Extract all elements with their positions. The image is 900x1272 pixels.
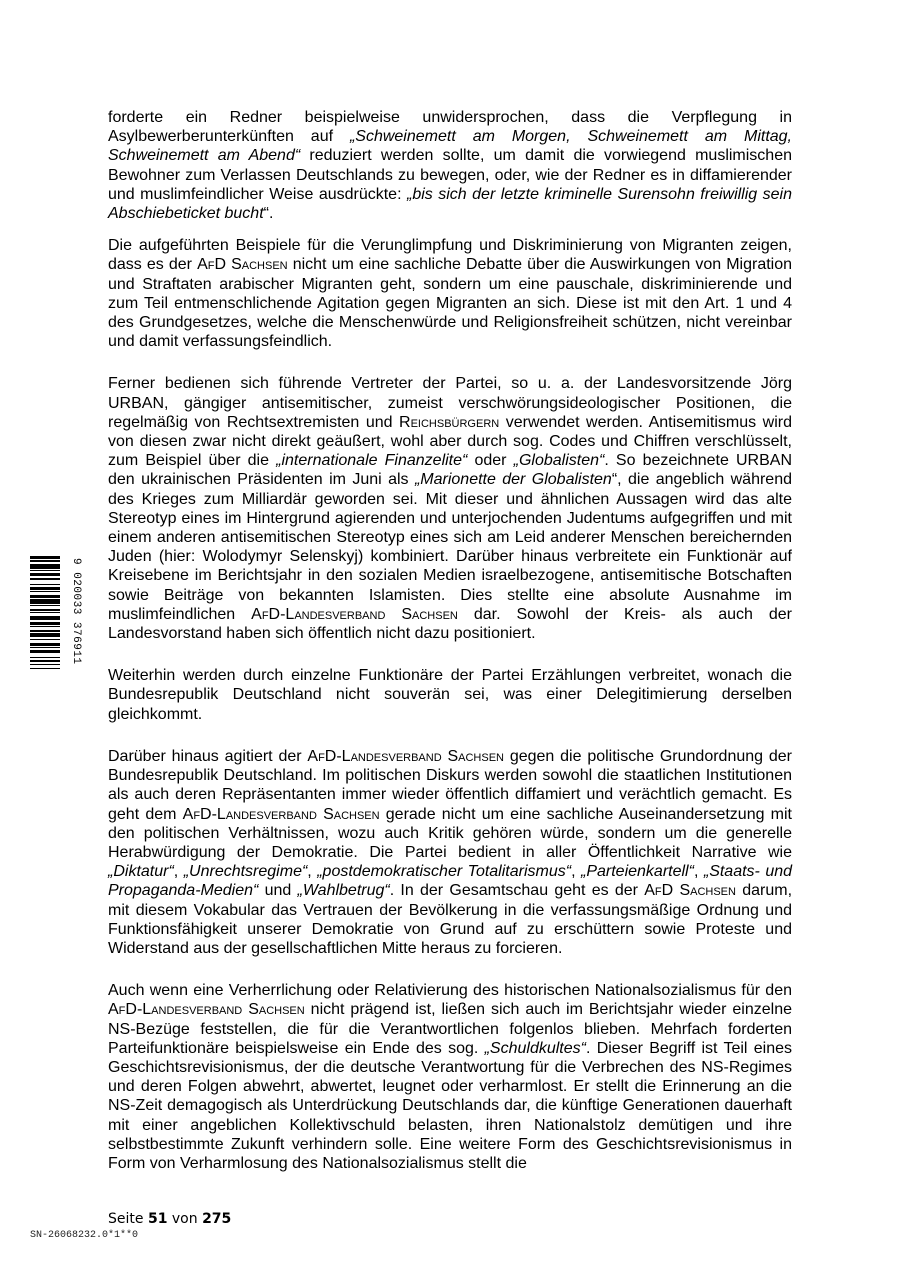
barcode-bar <box>30 587 60 590</box>
barcode-bar <box>30 664 60 665</box>
document-id: SN-26068232.0*1**0 <box>30 1230 139 1241</box>
barcode-bar <box>30 633 60 637</box>
text-run: , <box>693 863 704 881</box>
emphasis-quote: „Schweinemett am Morgen, Schweinemett am Mittag, Schweinemett am Abend“ <box>108 128 792 165</box>
barcode-bar <box>30 573 60 576</box>
paragraph <box>108 108 792 223</box>
barcode-bar <box>30 650 60 653</box>
emphasis-quote: „Schuldkultes“ <box>484 1039 586 1057</box>
text-run: forderte ein Redner beispielweise unwidersprochen, dass die Verpflegung in Asylbewerberunterkünften auf <box>108 109 792 146</box>
barcode-bars <box>30 556 60 706</box>
barcode <box>30 556 82 716</box>
emphasis-quote: „postdemokratischer Totalitarismus“ <box>317 863 572 881</box>
paragraph <box>108 981 792 1173</box>
paragraph <box>108 666 792 724</box>
text-run: , <box>307 863 318 881</box>
text-run: , <box>173 863 184 881</box>
emphasis-quote: „bis sich der letzte kriminelle Surensohn freiwillig sein Abschiebeticket bucht <box>108 185 792 223</box>
text-run: oder <box>467 452 514 470</box>
organization-name: AfD-Landesverband Sachsen <box>108 1001 305 1019</box>
page-total: 275 <box>202 1211 232 1227</box>
organization-name: Reichsbürgern <box>399 413 500 431</box>
organization-name: AfD-Landesverband Sachsen <box>251 605 458 623</box>
barcode-bar <box>30 560 60 561</box>
barcode-bar <box>30 643 60 646</box>
text-run: Darüber hinaus agitiert der <box>108 747 308 765</box>
emphasis-quote: „Marionette der Globalisten <box>414 471 612 489</box>
emphasis-quote: „Wahlbetrug“ <box>297 882 390 900</box>
text-run: . In der Gesamtschau geht es der <box>389 882 645 900</box>
barcode-bar <box>30 612 60 613</box>
text-run: . So bezeichnete URBAN den ukrainischen Präsidenten im Juni als <box>108 452 793 489</box>
barcode-bar <box>30 556 60 559</box>
barcode-bar <box>30 578 60 579</box>
text-run: Die aufgeführten Beispiele für die Verunglimpfung und Diskriminierung von Migranten zeigen, dass es der <box>108 237 792 274</box>
text-run: gegen die politische Grundordnung der Bundesrepublik Deutschland. Im politischen Diskurs werden sowohl die staatlichen Institutionen als auch deren Repräsentanten immer wieder öffentlich diffamiert und verächtlich gemacht. Es geht dem <box>108 747 792 823</box>
emphasis-quote: „Parteienkartell“ <box>581 863 694 881</box>
barcode-bar <box>30 605 60 606</box>
barcode-bar <box>30 609 60 610</box>
barcode-bar <box>30 668 60 669</box>
organization-name: AfD Sachsen <box>644 882 736 900</box>
organization-name: AfD-Landesverband Sachsen <box>182 805 380 823</box>
page-body <box>108 108 792 1173</box>
barcode-bar <box>30 591 60 592</box>
page-footer <box>108 1211 231 1227</box>
organization-name: AfD Sachsen <box>197 256 288 274</box>
barcode-bar <box>30 647 60 648</box>
barcode-bar <box>30 570 60 571</box>
text-run: dar. Sowohl der Kreis- als auch der Landesvorstand haben sich öffentlich nicht dazu positioniert. <box>108 605 792 643</box>
barcode-digits: 9 020033 376911 <box>70 558 82 665</box>
text-run: darum, mit diesem Vokabular das Vertrauen der Bevölkerung in die verfassungsmäßige Ordnung und Funktionsfähigkeit unserer Demokratie von Grund auf zu erschüttern sowie Proteste und Widerstand aus der gesellschaftlichen Mitte heraus zu forcieren. <box>108 882 793 957</box>
barcode-bar <box>30 639 60 640</box>
text-run: “. <box>263 205 274 223</box>
barcode-bar <box>30 564 60 568</box>
text-run: “, die angeblich während des Krieges zum Milliardär geworden sei. Mit dieser und ähnlichen Aussagen wird das alte Stereotyp eines im Hintergrund agierenden und unterjochenden Judentums aufgegriffen und mit einem anderen antisemitischen Stereotyp eines sich am Leid anderer Menschen bereichernden Juden (hier: Wolodymyr Selenskyj) kombiniert. Darüber hinaus verbreitete ein Funktionär auf Kreisebene im Berichtsjahr in den sozialen Medien israelbezogene, antisemitische Botschaften sowie Beiträge von bekannten Islamisten. Dies stellte eine absolute Ausnahme im muslimfeindlichen <box>108 471 792 623</box>
barcode-bar <box>30 599 60 603</box>
text-run: , <box>571 863 581 881</box>
text-run: reduziert werden sollte, um damit die vorwiegend muslimischen Bewohner zum Verlassen Deutschlands zu bewegen, oder, wie der Redner es in diffamierender und muslimfeindlicher Weise ausdrückte: <box>108 147 793 203</box>
barcode-bar <box>30 660 60 663</box>
page-number-middle: von <box>167 1211 203 1227</box>
text-run: Weiterhin werden durch einzelne Funktionäre der Partei Erzählungen verbreitet, wonach die Bundesrepublik Deutschland nicht souverän sei, was einer Delegitimierung derselben gleichkommt. <box>108 667 792 723</box>
paragraph <box>108 374 792 643</box>
text-run: Ferner bedienen sich führende Vertreter der Partei, so u. a. der Landesvorsitzende Jörg URBAN, gängiger antisemitischer, zumeist verschwörungsideologischer Positionen, die regelmäßig von Rechtsextremisten und <box>108 375 792 431</box>
barcode-bar <box>30 626 60 627</box>
text-run: nicht prägend ist, ließen sich auch im Berichtsjahr wieder einzelne NS-Bezüge feststellen, die für die Verantwortlichen folgenlos blieben. Mehrfach forderten Parteifunktionäre beispielsweise ein Ende des sog. <box>108 1001 792 1057</box>
barcode-bar <box>30 584 60 585</box>
text-run: gerade nicht um eine sachliche Auseinandersetzung mit den politischen Verhältnissen, wozu auch Kritik gehören würde, sondern um die generelle Herabwürdigung der Demokratie. Die Partei bedient in aller Öffentlichkeit Narrative wie <box>108 805 792 861</box>
barcode-bar <box>30 595 60 598</box>
paragraph <box>108 747 792 958</box>
paragraph <box>108 236 792 351</box>
emphasis-quote: „internationale Finanzelite“ <box>276 452 468 470</box>
organization-name: AfD-Landesverband Sachsen <box>307 747 504 765</box>
text-run: und <box>258 882 298 900</box>
emphasis-quote: „Globalisten“ <box>513 452 605 470</box>
text-run: . Dieser Begriff ist Teil eines Geschichtsrevisionismus, der die deutsche Verantwortung für die Verbrechen des NS-Regimes und deren Folgen abwehrt, abwertet, leugnet oder verharmlost. Er stellt die Erinnerung an die NS-Zeit demagogisch als Unterdrückung Deutschlands dar, die künftige Generationen dauerhaft mit einer angeblichen Kollektivschuld belasten, ihren Nationalstolz demütigen und ihre selbstbestimmte Zukunft verhindern solle. Eine weitere Form des Geschichtsrevisionismus in Form von Verharmlosung des Nationalsozialismus stellt die <box>108 1039 792 1172</box>
text-run: Auch wenn eine Verherrlichung oder Relativierung des historischen Nationalsozialismus für den <box>108 982 792 1000</box>
barcode-bar <box>30 622 60 625</box>
barcode-bar <box>30 657 60 658</box>
barcode-bar <box>30 630 60 631</box>
emphasis-quote: „Staats- und Propaganda-Medien“ <box>108 863 793 900</box>
text-run: nicht um eine sachliche Debatte über die Auswirkungen von Migration und Straftaten arabischer Migranten geht, sondern um eine pauschale, diskriminierende und zum Teil entmenschlichende Agitation gegen Migranten an sich. Diese ist mit den Art. 1 und 4 des Grundgesetzes, welche die Menschenwürde und Religionsfreiheit schützen, nicht vereinbar und damit verfassungsfeindlich. <box>108 256 793 351</box>
text-run: verwendet werden. Antisemitismus wird von diesen zwar nicht direkt geäußert, wohl aber durch sog. Codes und Chiffren verschlüsselt, zum Beispiel über die <box>108 413 792 470</box>
barcode-bar <box>30 616 60 620</box>
emphasis-quote: „Unrechtsregime“ <box>183 863 308 881</box>
page-number-prefix: Seite <box>108 1211 148 1227</box>
page-number: 51 <box>147 1211 168 1227</box>
emphasis-quote: „Diktatur“ <box>108 863 174 881</box>
